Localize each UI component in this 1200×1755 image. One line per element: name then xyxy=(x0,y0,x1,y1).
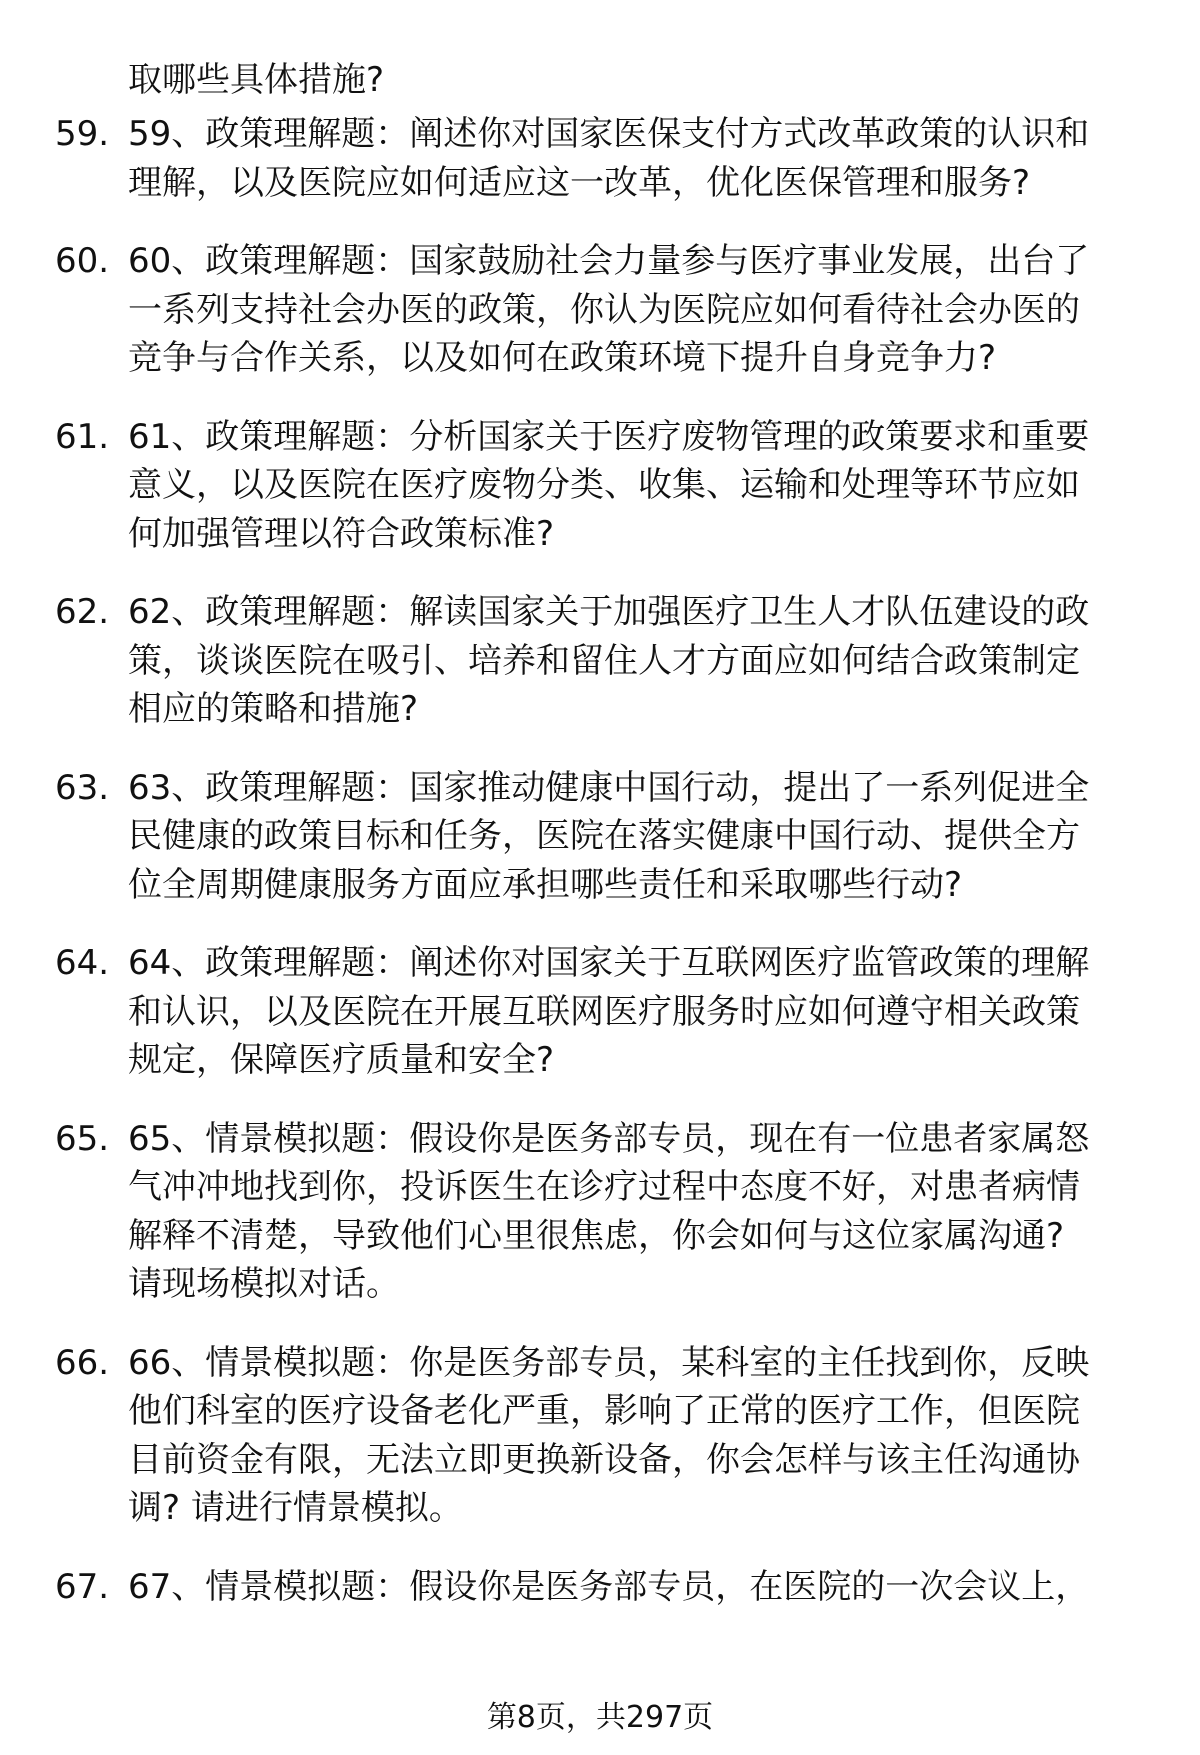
item-text: 61、政策理解题：分析国家关于医疗废物管理的政策要求和重要 意义，以及医院在医疗废物分类、收集、运输和处理等环节应如 何加强管理以符合政策标准? xyxy=(128,416,1090,554)
item-number: 60. xyxy=(55,241,110,281)
list-item xyxy=(0,1563,1200,1612)
item-text: 67、情景模拟题：假设你是医务部专员，在医院的一次会议上， xyxy=(128,1566,1090,1607)
item-number: 65. xyxy=(55,1118,110,1159)
list-item xyxy=(0,764,1200,910)
item-text: 62、政策理解题：解读国家关于加强医疗卫生人才队伍建设的政 策，谈谈医院在吸引、培养和留住人才方面应如何结合政策制定 相应的策略和措施? xyxy=(128,592,1090,729)
item-number: 61. xyxy=(55,416,110,457)
item-number: 66. xyxy=(55,1342,110,1383)
item-number: 64. xyxy=(55,943,110,983)
continuation-text: 取哪些具体措施? xyxy=(128,60,385,100)
question-list xyxy=(0,110,1200,1641)
item-text: 65、情景模拟题：假设你是医务部专员，现在有一位患者家属怒 气冲冲地找到你，投诉医生在诊疗过程中态度不好，对患者病情 解释不清楚，导致他们心里很焦虑，你会如何与这位家属沟通? 请现场模拟对话。 xyxy=(128,1118,1090,1304)
item-number: 67. xyxy=(55,1566,110,1607)
item-text: 60、政策理解题：国家鼓励社会力量参与医疗事业发展，出台了 一系列支持社会办医的政策，你认为医院应如何看待社会办医的 竞争与合作关系，以及如何在政策环境下提升自身竞争力? xyxy=(128,241,1090,378)
item-text: 59、政策理解题：阐述你对国家医保支付方式改革政策的认识和 理解，以及医院应如何适应这一改革，优化医保管理和服务? xyxy=(128,114,1090,203)
item-number: 63. xyxy=(55,767,110,808)
list-item xyxy=(0,1115,1200,1309)
item-number: 59. xyxy=(55,114,110,154)
list-item xyxy=(0,1339,1200,1533)
item-text: 63、政策理解题：国家推动健康中国行动，提出了一系列促进全 民健康的政策目标和任务，医院在落实健康中国行动、提供全方 位全周期健康服务方面应承担哪些责任和采取哪些行动? xyxy=(128,767,1090,905)
item-number: 62. xyxy=(55,592,110,632)
item-text: 66、情景模拟题：你是医务部专员，某科室的主任找到你，反映 他们科室的医疗设备老化严重，影响了正常的医疗工作，但医院 目前资金有限，无法立即更换新设备，你会怎样与该主任沟通协 调? 请进行情景模拟。 xyxy=(128,1342,1090,1528)
list-item xyxy=(0,110,1200,207)
list-item xyxy=(0,939,1200,1085)
list-item xyxy=(0,588,1200,734)
list-item xyxy=(0,413,1200,559)
page-footer: 第8页，共297页 xyxy=(486,1700,714,1735)
item-text: 64、政策理解题：阐述你对国家关于互联网医疗监管政策的理解 和认识，以及医院在开展互联网医疗服务时应如何遵守相关政策 规定，保障医疗质量和安全? xyxy=(128,943,1090,1080)
list-item xyxy=(0,237,1200,383)
